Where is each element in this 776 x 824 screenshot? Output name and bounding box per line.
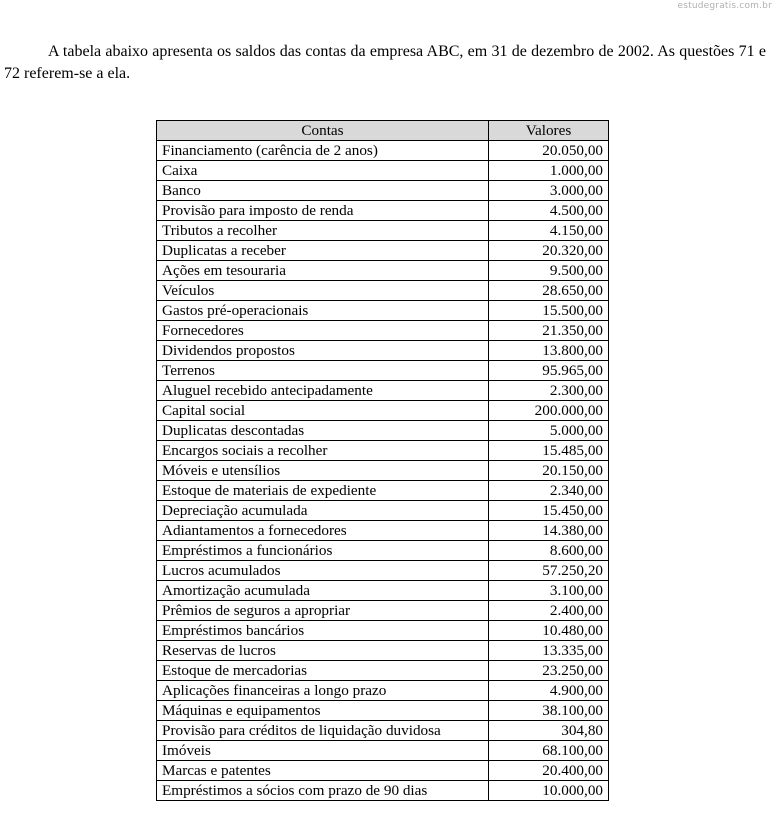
table-row	[157, 401, 609, 421]
account-name-cell: Ações em tesouraria	[157, 261, 489, 281]
table-row	[157, 761, 609, 781]
account-value-cell: 38.100,00	[489, 701, 609, 721]
watermark: estudegratis.com.br	[677, 1, 772, 11]
table-row	[157, 221, 609, 241]
account-name-cell: Gastos pré-operacionais	[157, 301, 489, 321]
account-name-cell: Móveis e utensílios	[157, 461, 489, 481]
table-body	[157, 141, 609, 801]
table-row	[157, 741, 609, 761]
account-name-cell: Máquinas e equipamentos	[157, 701, 489, 721]
account-value-cell: 9.500,00	[489, 261, 609, 281]
intro-paragraph: A tabela abaixo apresenta os saldos das contas da empresa ABC, em 31 de dezembro de 2002. As questões 71 e 72 referem-se a ela.	[4, 43, 766, 82]
table-row	[157, 721, 609, 741]
account-name-cell: Financiamento (carência de 2 anos)	[157, 141, 489, 161]
table-row	[157, 481, 609, 501]
account-value-cell: 13.800,00	[489, 341, 609, 361]
table-row	[157, 521, 609, 541]
table-row	[157, 341, 609, 361]
column-header-contas: Contas	[157, 121, 489, 141]
table-row	[157, 661, 609, 681]
account-name-cell: Estoque de mercadorias	[157, 661, 489, 681]
account-name-cell: Lucros acumulados	[157, 561, 489, 581]
account-value-cell: 20.400,00	[489, 761, 609, 781]
account-name-cell: Empréstimos bancários	[157, 621, 489, 641]
table-row	[157, 181, 609, 201]
account-name-cell: Provisão para créditos de liquidação duvidosa	[157, 721, 489, 741]
account-value-cell: 3.000,00	[489, 181, 609, 201]
table-row	[157, 281, 609, 301]
account-name-cell: Imóveis	[157, 741, 489, 761]
account-value-cell: 23.250,00	[489, 661, 609, 681]
account-value-cell: 15.485,00	[489, 441, 609, 461]
table-row	[157, 141, 609, 161]
account-name-cell: Caixa	[157, 161, 489, 181]
account-value-cell: 4.900,00	[489, 681, 609, 701]
account-value-cell: 57.250,20	[489, 561, 609, 581]
column-header-valores: Valores	[489, 121, 609, 141]
account-name-cell: Veículos	[157, 281, 489, 301]
account-value-cell: 4.150,00	[489, 221, 609, 241]
account-name-cell: Empréstimos a funcionários	[157, 541, 489, 561]
account-value-cell: 13.335,00	[489, 641, 609, 661]
account-name-cell: Dividendos propostos	[157, 341, 489, 361]
table-row	[157, 601, 609, 621]
table-row	[157, 581, 609, 601]
accounts-table	[156, 120, 609, 801]
account-value-cell: 20.320,00	[489, 241, 609, 261]
account-value-cell: 2.400,00	[489, 601, 609, 621]
account-name-cell: Amortização acumulada	[157, 581, 489, 601]
account-value-cell: 8.600,00	[489, 541, 609, 561]
account-value-cell: 200.000,00	[489, 401, 609, 421]
table-row	[157, 241, 609, 261]
account-name-cell: Empréstimos a sócios com prazo de 90 dias	[157, 781, 489, 801]
account-value-cell: 20.050,00	[489, 141, 609, 161]
account-value-cell: 95.965,00	[489, 361, 609, 381]
account-name-cell: Terrenos	[157, 361, 489, 381]
account-value-cell: 68.100,00	[489, 741, 609, 761]
table-row	[157, 701, 609, 721]
account-value-cell: 10.480,00	[489, 621, 609, 641]
account-name-cell: Aluguel recebido antecipadamente	[157, 381, 489, 401]
table-row	[157, 501, 609, 521]
account-value-cell: 21.350,00	[489, 321, 609, 341]
account-name-cell: Adiantamentos a fornecedores	[157, 521, 489, 541]
account-value-cell: 4.500,00	[489, 201, 609, 221]
account-value-cell: 15.500,00	[489, 301, 609, 321]
table-row	[157, 561, 609, 581]
account-name-cell: Prêmios de seguros a apropriar	[157, 601, 489, 621]
account-value-cell: 2.300,00	[489, 381, 609, 401]
account-name-cell: Banco	[157, 181, 489, 201]
account-name-cell: Tributos a recolher	[157, 221, 489, 241]
account-value-cell: 14.380,00	[489, 521, 609, 541]
account-name-cell: Marcas e patentes	[157, 761, 489, 781]
account-name-cell: Depreciação acumulada	[157, 501, 489, 521]
account-value-cell: 10.000,00	[489, 781, 609, 801]
account-name-cell: Encargos sociais a recolher	[157, 441, 489, 461]
account-value-cell: 28.650,00	[489, 281, 609, 301]
table-row	[157, 781, 609, 801]
account-name-cell: Duplicatas a receber	[157, 241, 489, 261]
account-value-cell: 15.450,00	[489, 501, 609, 521]
account-name-cell: Estoque de materiais de expediente	[157, 481, 489, 501]
table-header-row	[157, 121, 609, 141]
table-row	[157, 361, 609, 381]
table-row	[157, 381, 609, 401]
table-row	[157, 441, 609, 461]
account-value-cell: 2.340,00	[489, 481, 609, 501]
account-value-cell: 3.100,00	[489, 581, 609, 601]
account-name-cell: Reservas de lucros	[157, 641, 489, 661]
table-row	[157, 261, 609, 281]
account-name-cell: Duplicatas descontadas	[157, 421, 489, 441]
table-row	[157, 621, 609, 641]
account-name-cell: Fornecedores	[157, 321, 489, 341]
table-row	[157, 201, 609, 221]
account-name-cell: Capital social	[157, 401, 489, 421]
table-row	[157, 461, 609, 481]
table-row	[157, 421, 609, 441]
account-value-cell: 20.150,00	[489, 461, 609, 481]
account-name-cell: Aplicações financeiras a longo prazo	[157, 681, 489, 701]
table-row	[157, 541, 609, 561]
table-row	[157, 321, 609, 341]
account-value-cell: 1.000,00	[489, 161, 609, 181]
table-row	[157, 301, 609, 321]
table-row	[157, 161, 609, 181]
table-row	[157, 681, 609, 701]
account-value-cell: 304,80	[489, 721, 609, 741]
account-name-cell: Provisão para imposto de renda	[157, 201, 489, 221]
table-row	[157, 641, 609, 661]
account-value-cell: 5.000,00	[489, 421, 609, 441]
